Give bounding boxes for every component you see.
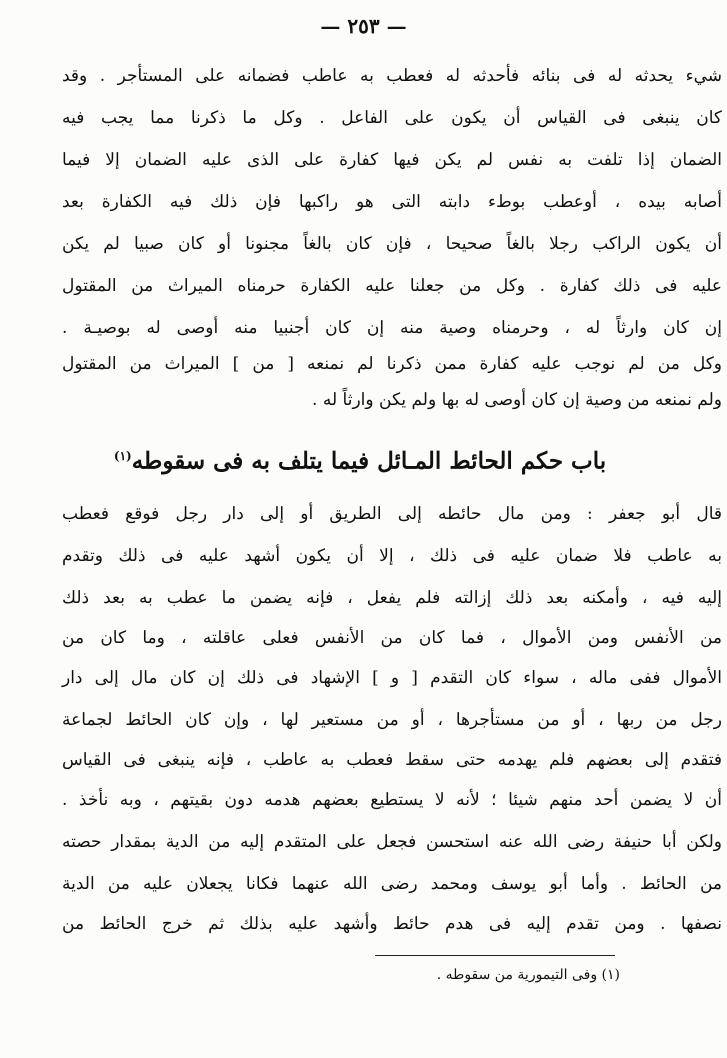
text-line: أصابه بيده ، أوعطب بوطء دابته التى هو راكبها فإن ذلك فيه الكفارة بعد <box>62 192 722 212</box>
footnote-divider <box>375 955 615 956</box>
text-line: أن لا يضمن أحد منهم شيئا ؛ لأنه لا يستطيع بعضهم هدمه دون بقيتهم ، وبه نأخذ . <box>62 790 722 810</box>
footnote: (١) وفى التيمورية من سقوطه . <box>436 967 620 983</box>
text-line: الأموال ففى ماله ، سواء كان التقدم [ و ] الإشهاد فى ذلك إن كان مال إلى دار <box>62 668 722 688</box>
text-line: من الأنفس ومن الأموال ، فما كان من الأنفس فعلى عاقلته ، وما كان من <box>62 628 722 648</box>
text-line: ولم نمنعه من وصية إن كان أوصى له بها ولم يكن وارثاً له . <box>312 390 722 410</box>
section-heading <box>100 434 620 484</box>
text-line: فتقدم إلى بعضهم فلم يهدمه حتى سقط فعطب به عاطب ، فإنه ينبغى فى القياس <box>62 750 722 770</box>
page-number: — ٢٥٣ — <box>320 14 407 38</box>
text-line: من الحائط . وأما أبو يوسف ومحمد رضى الله عنهما فكانا يجعلان عليه من الدية <box>62 874 722 894</box>
text-line: شيء يحدثه له فى بنائه فأحدثه له فعطب به عاطب فضمانه على المستأجر . وقد <box>62 66 722 86</box>
text-line: أن يكون الراكب رجلا بالغاً صحيحا ، فإن كان بالغاً مجنونا أو كان صبيا لم يكن <box>62 234 722 254</box>
text-line: نصفها . ومن تقدم إليه فى هدم حائط وأشهد عليه بذلك ثم خرج الحائط من <box>62 914 722 934</box>
section-heading-text: باب حكم الحائط المـائل فيما يتلف به فى سقوطه <box>131 447 607 475</box>
text-line: رجل من ربها ، أو من مستأجرها ، أو من مستعير لها ، وإن كان الحائط لجماعة <box>62 710 722 730</box>
text-line: كان ينبغى فى القياس أن يكون على الفاعل . وكل ما ذكرنا مما يجب فيه <box>62 108 722 128</box>
text-line: وكل من لم نوجب عليه كفارة ممن ذكرنا لم نمنعه [ من ] الميراث من المقتول <box>62 354 722 374</box>
heading-footnote-ref: (١) <box>113 449 132 463</box>
text-line: الضمان إذا تلفت به نفس لم يكن فيها كفارة على الذى عليه الضمان إلا فيما <box>62 150 722 170</box>
text-line: إن كان وارثاً له ، وحرمناه وصية منه إن كان أجنبيا منه أوصى له بوصيـة . <box>62 318 722 338</box>
text-line: إليه فيه ، وأمكنه بعد ذلك إزالته فلم يفعل ، فإنه يضمن ما عطب به بعد ذلك <box>62 588 722 608</box>
text-line: ولكن أبا حنيفة رضى الله عنه استحسن فجعل على المتقدم إليه من الدية بمقدار حصته <box>62 832 722 852</box>
text-line: عليه فى ذلك كفارة . وكل من جعلنا عليه الكفارة حرمناه الميراث من المقتول <box>62 276 722 296</box>
text-line: به عاطب فلا ضمان عليه فى ذلك ، إلا أن يكون أشهد عليه فى ذلك وتقدم <box>62 546 722 566</box>
text-line: قال أبو جعفر : ومن مال حائطه إلى الطريق أو إلى دار رجل فوقع فعطب <box>62 504 722 524</box>
